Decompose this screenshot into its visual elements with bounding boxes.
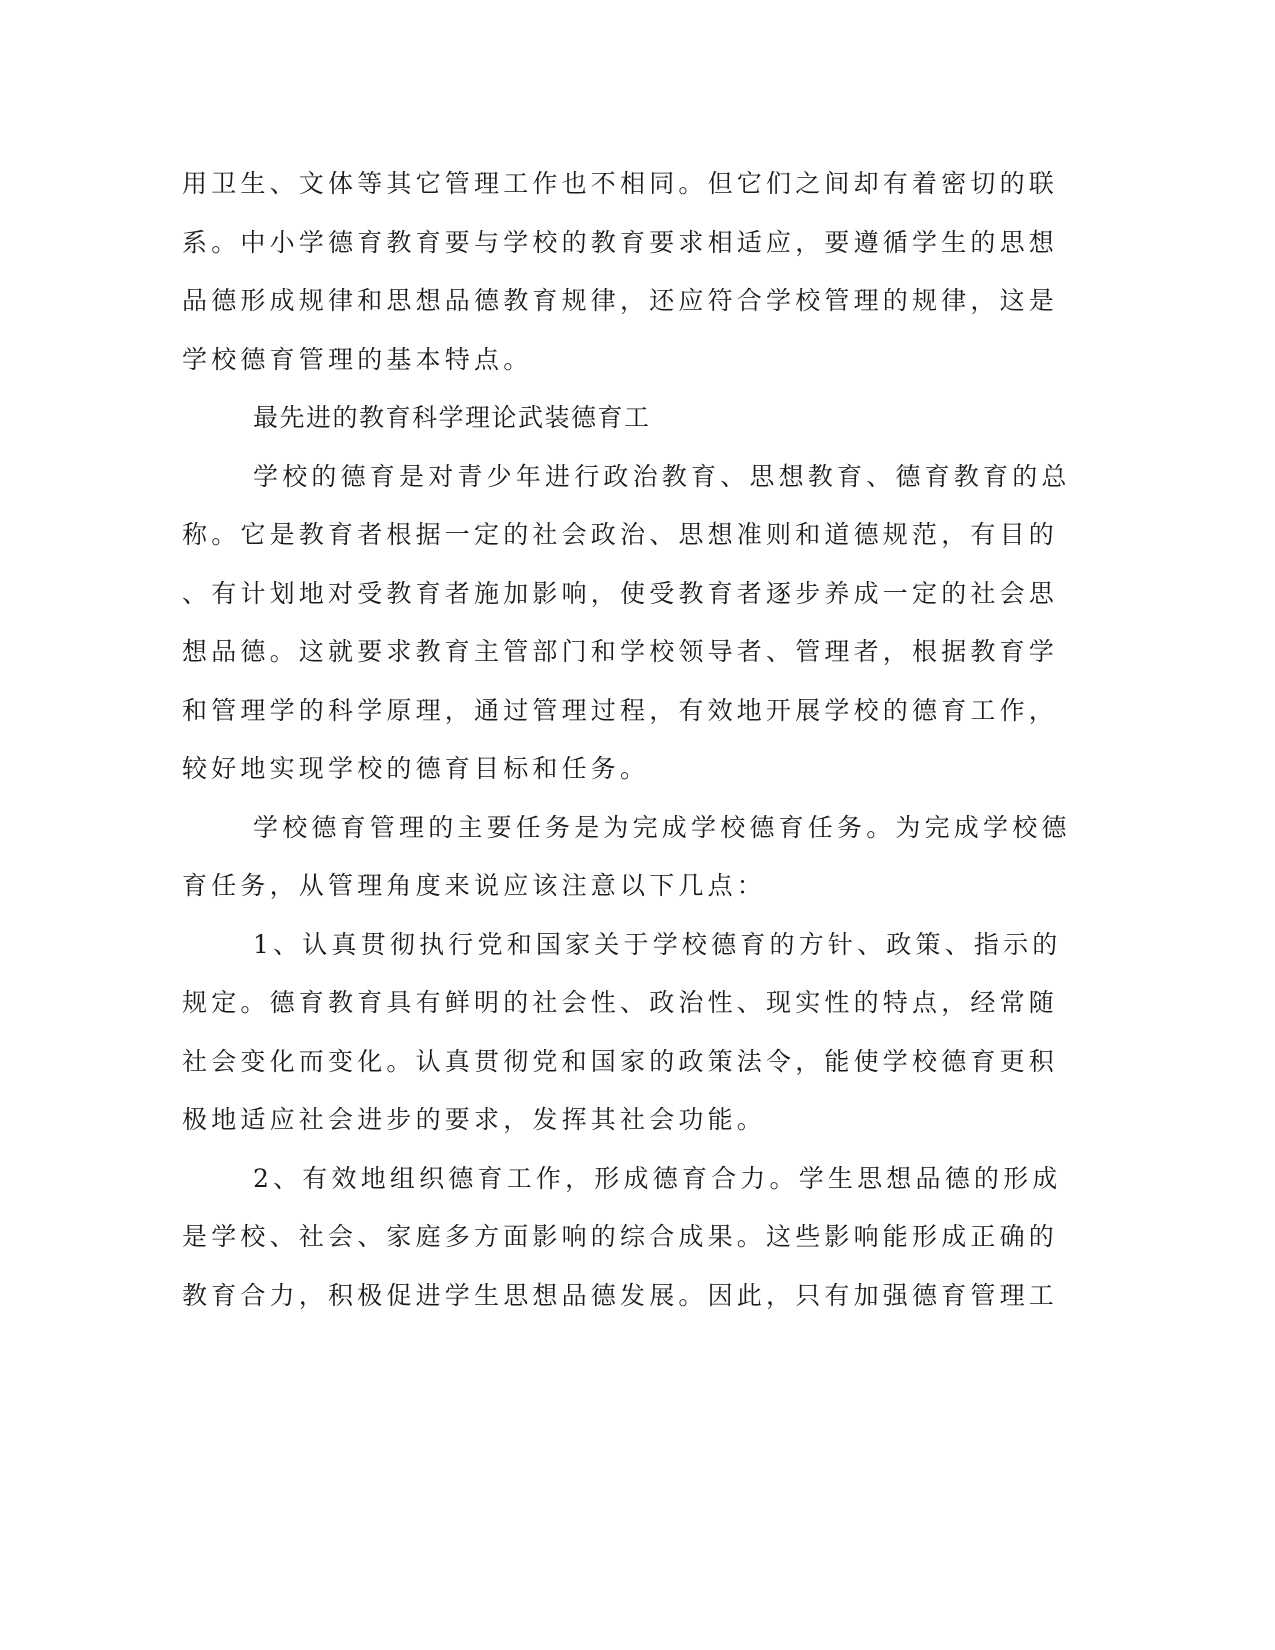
paragraph-point-1 <box>182 916 1062 1150</box>
text-line: 称。它是教育者根据一定的社会政治、思想准则和道德规范，有目的 <box>182 520 1059 549</box>
paragraph-point-2 <box>182 1150 1062 1326</box>
paragraph-continued <box>182 155 1059 389</box>
paragraph-main-tasks <box>182 799 1071 916</box>
text-line: 、有计划地对受教育者施加影响，使受教育者逐步养成一定的社会思 <box>182 578 1059 608</box>
text-line: 是学校、社会、家庭多方面影响的综合成果。这些影响能形成正确的 <box>182 1222 1059 1251</box>
heading-text: 最先进的教育科学理论武装德育工 <box>253 403 651 432</box>
text-line: 社会变化而变化。认真贯彻党和国家的政策法令，能使学校德育更积 <box>182 1046 1059 1076</box>
text-line: 学校德育管理的主要任务是为完成学校德育任务。为完成学校德 <box>253 812 1071 842</box>
paragraph-moral-education-definition <box>182 448 1071 799</box>
text-line: 较好地实现学校的德育目标和任务。 <box>182 754 650 783</box>
text-line: 规定。德育教育具有鲜明的社会性、政治性、现实性的特点，经常随 <box>182 988 1059 1017</box>
document-body <box>182 155 1071 1325</box>
text-line: 2、有效地组织德育工作，形成德育合力。学生思想品德的形成 <box>253 1163 1062 1193</box>
text-line: 学校德育管理的基本特点。 <box>182 344 533 374</box>
text-line: 和管理学的科学原理，通过管理过程，有效地开展学校的德育工作， <box>182 695 1059 725</box>
text-line: 极地适应社会进步的要求，发挥其社会功能。 <box>182 1105 767 1134</box>
text-line: 学校的德育是对青少年进行政治教育、思想教育、德育教育的总 <box>253 461 1071 491</box>
text-line: 1、认真贯彻执行党和国家关于学校德育的方针、政策、指示的 <box>253 929 1062 959</box>
section-heading <box>182 389 1032 448</box>
text-line: 品德形成规律和思想品德教育规律，还应符合学校管理的规律，这是 <box>182 286 1059 315</box>
text-line: 用卫生、文体等其它管理工作也不相同。但它们之间却有着密切的联 <box>182 169 1059 198</box>
text-line: 想品德。这就要求教育主管部门和学校领导者、管理者，根据教育学 <box>182 637 1059 666</box>
text-line: 育任务，从管理角度来说应该注意以下几点： <box>182 871 767 900</box>
text-line: 教育合力，积极促进学生思想品德发展。因此，只有加强德育管理工 <box>182 1280 1059 1310</box>
text-line: 系。中小学德育教育要与学校的教育要求相适应，要遵循学生的思想 <box>182 227 1059 257</box>
